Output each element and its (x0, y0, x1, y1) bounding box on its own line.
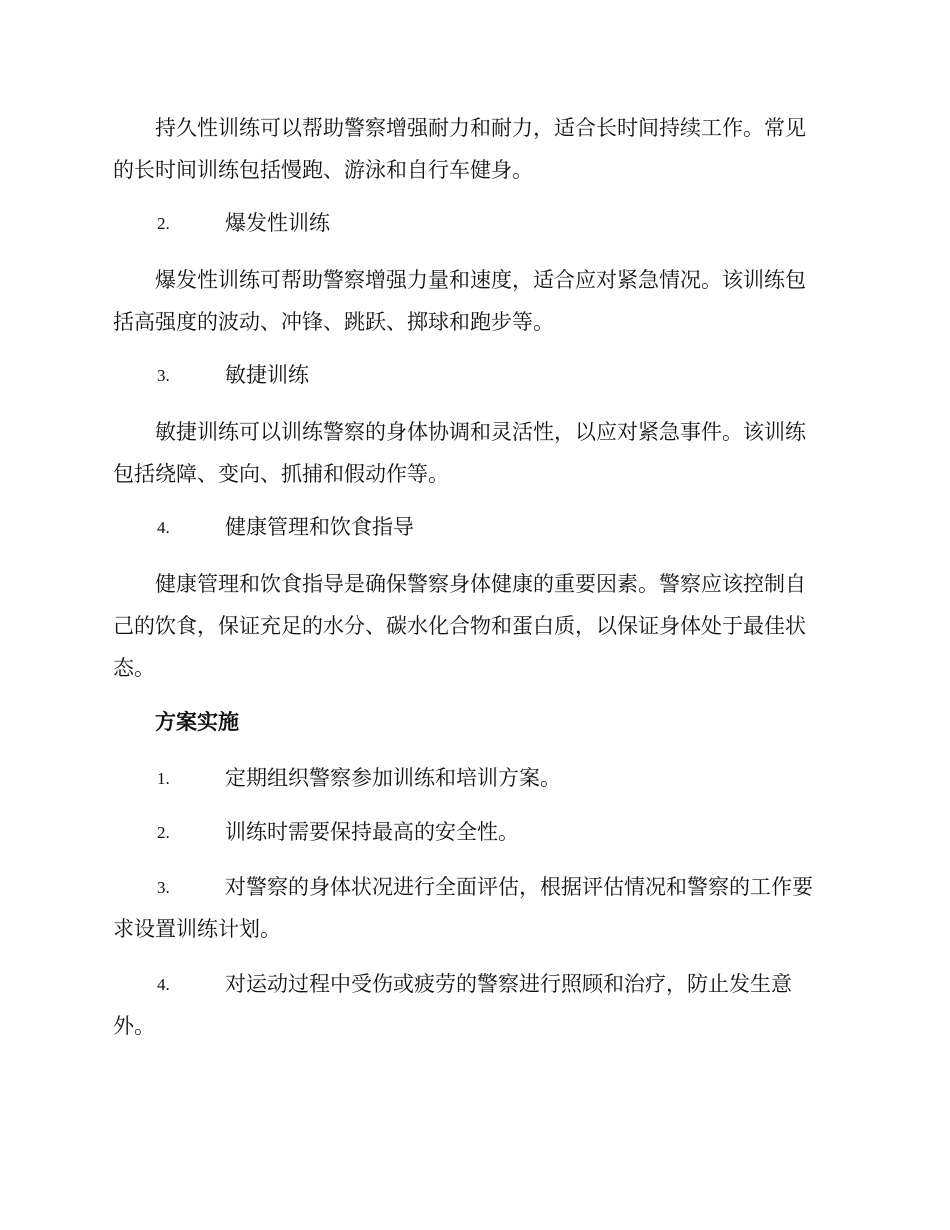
list-number: 2. (157, 823, 170, 842)
list-item-title: 敏捷训练 (225, 363, 309, 387)
list-item-text: 定期组织警察参加训练和培训方案。 (225, 766, 561, 790)
list-number: 3. (157, 366, 170, 385)
paragraph-line: 敏捷训练可以训练警察的身体协调和灵活性，以应对紧急事件。该训练 (155, 420, 806, 444)
list-item-text: 对警察的身体状况进行全面评估，根据评估情况和警察的工作要 (225, 875, 813, 899)
paragraph-line: 健康管理和饮食指导是确保警察身体健康的重要因素。警察应该控制自 (155, 572, 806, 596)
list-number: 4. (157, 975, 170, 994)
list-item-text: 训练时需要保持最高的安全性。 (225, 820, 519, 844)
list-item-title: 爆发性训练 (225, 211, 330, 235)
list-number: 4. (157, 518, 170, 537)
list-number: 3. (157, 878, 170, 897)
section-heading: 方案实施 (155, 709, 239, 734)
paragraph-line: 持久性训练可以帮助警察增强耐力和耐力，适合长时间持续工作。常见 (155, 116, 806, 140)
paragraph-line: 括高强度的波动、冲锋、跳跃、掷球和跑步等。 (113, 310, 554, 334)
list-item-title: 健康管理和饮食指导 (225, 515, 414, 539)
list-item-continuation: 求设置训练计划。 (113, 917, 281, 941)
paragraph-line: 包括绕障、变向、抓捕和假动作等。 (113, 462, 449, 486)
paragraph-line: 态。 (113, 656, 155, 680)
list-number: 1. (157, 769, 170, 788)
paragraph-line: 的长时间训练包括慢跑、游泳和自行车健身。 (113, 158, 533, 182)
paragraph-line: 爆发性训练可帮助警察增强力量和速度，适合应对紧急情况。该训练包 (155, 268, 806, 292)
list-item-continuation: 外。 (113, 1014, 155, 1038)
list-number: 2. (157, 214, 170, 233)
paragraph-line: 己的饮食，保证充足的水分、碳水化合物和蛋白质，以保证身体处于最佳状 (113, 614, 806, 638)
list-item-text: 对运动过程中受伤或疲劳的警察进行照顾和治疗，防止发生意 (225, 972, 792, 996)
